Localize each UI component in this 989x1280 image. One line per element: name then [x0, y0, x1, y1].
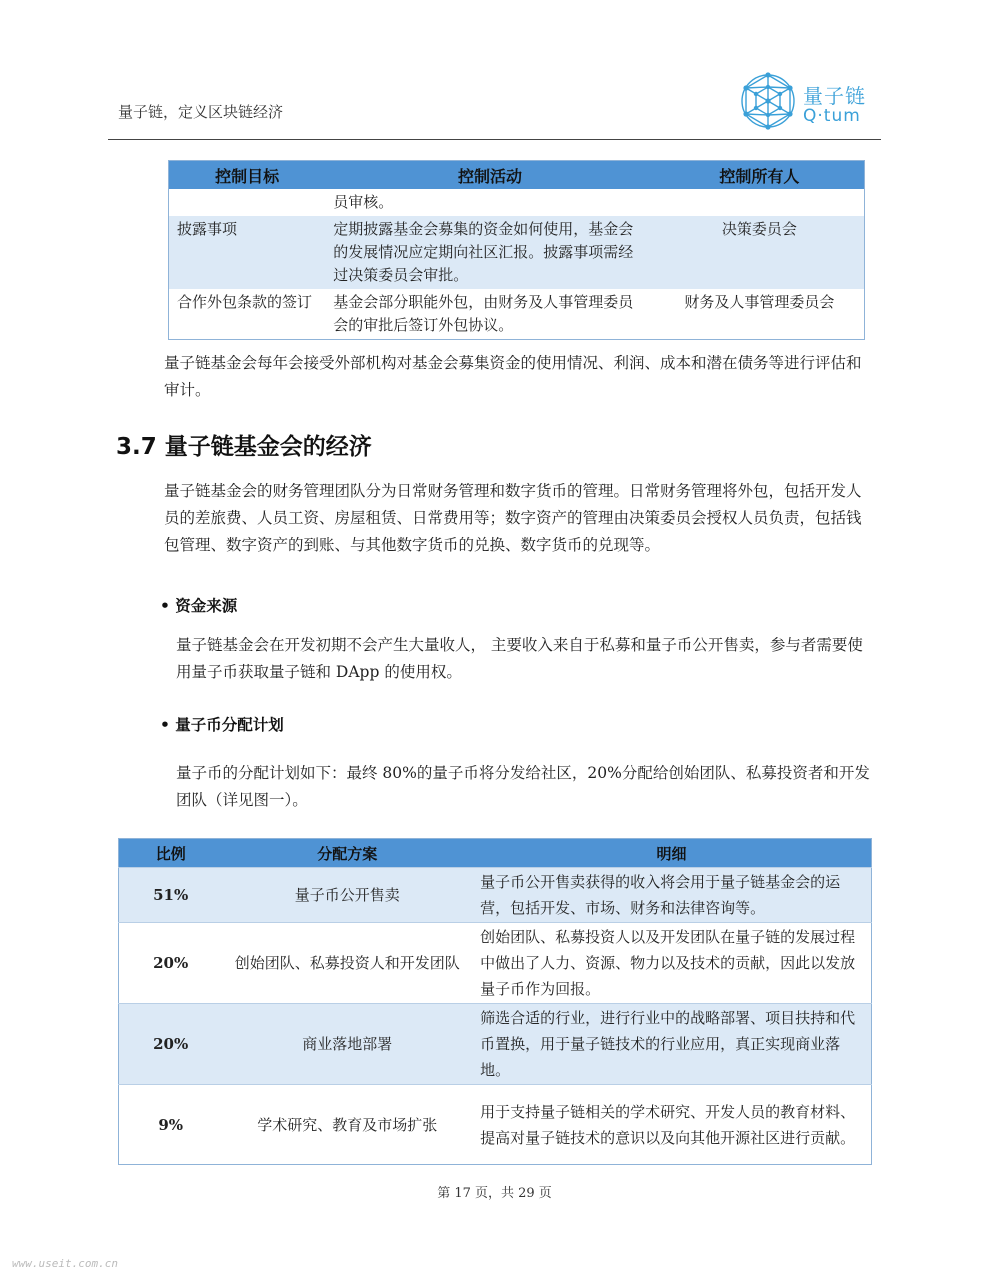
plan-cell: 学术研究、教育及市场扩张 — [222, 1085, 472, 1165]
logo-text-en: Q·tum — [803, 106, 861, 126]
detail-cell: 用于支持量子链相关的学术研究、开发人员的教育材料、提高对量子链技术的意识以及向其他开源社区进行贡献。 — [472, 1085, 871, 1165]
column-header: 明细 — [472, 839, 871, 868]
detail-cell: 创始团队、私募投资人以及开发团队在量子链的发展过程中做出了人力、资源、物力以及技术的贡献，因此以发放量子币作为回报。 — [472, 923, 871, 1004]
table-row — [119, 1085, 872, 1165]
detail-cell: 筛选合适的行业，进行行业中的战略部署、项目扶持和代币置换，用于量子链技术的行业应用，真正实现商业落地。 — [472, 1004, 871, 1085]
percent-cell: 20% — [119, 923, 223, 1004]
table-cell — [655, 189, 865, 216]
percent-cell: 20% — [119, 1004, 223, 1085]
table-row — [119, 868, 872, 923]
table-cell: 基金会部分职能外包，由财务及人事管理委员会的审批后签订外包协议。 — [333, 293, 634, 334]
qtum-logo — [737, 70, 872, 132]
distribution-text: 量子币的分配计划如下：最终 80%的量子币将分发给社区，20%分配给创始团队、私募投资者和开发团队（详见图一）。 — [176, 764, 870, 809]
section-heading: 3.7 量子链基金会的经济 — [116, 434, 372, 460]
header-title: 量子链，定义区块链经济 — [118, 103, 284, 121]
distribution-table — [118, 838, 872, 1165]
table-cell: 定期披露基金会募集的资金如何使用，基金会的发展情况应定期向社区汇报。披露事项需经过决策委员会审批。 — [325, 216, 655, 289]
section-intro: 量子链基金会的财务管理团队分为日常财务管理和数字货币的管理。日常财务管理将外包，包括开发人员的差旅费、人员工资、房屋租赁、日常费用等；数字资产的管理由决策委员会授权人员负责，包括钱包管理、数字资产的到账、与其他数字货币的兑换、数字货币的兑现等。 — [164, 482, 862, 554]
column-header: 控制活动 — [325, 161, 655, 190]
table-row — [169, 289, 865, 340]
table-cell: 披露事项 — [169, 216, 326, 289]
page-footer: 第 17 页，共 29 页 — [437, 1186, 552, 1201]
plan-cell: 商业落地部署 — [222, 1004, 472, 1085]
plan-cell: 创始团队、私募投资人和开发团队 — [222, 923, 472, 1004]
watermark: www.useit.com.cn — [12, 1257, 118, 1270]
table-row — [169, 189, 865, 216]
percent-cell: 9% — [119, 1085, 223, 1165]
table-cell — [169, 189, 326, 216]
control-table-header — [169, 161, 865, 190]
table-cell: 员审核。 — [333, 193, 394, 211]
funding-text: 量子链基金会在开发初期不会产生大量收人， 主要收入来自于私募和量子币公开售卖，参与者需要使用量子币获取量子链和 DApp 的使用权。 — [176, 636, 863, 681]
column-header: 控制目标 — [169, 161, 326, 190]
plan-cell: 量子币公开售卖 — [222, 868, 472, 923]
percent-cell: 51% — [119, 868, 223, 923]
table-row — [169, 216, 865, 289]
distribution-heading: • 量子币分配计划 — [160, 716, 284, 734]
table-row — [119, 1004, 872, 1085]
detail-cell: 量子币公开售卖获得的收入将会用于量子链基金会的运营，包括开发、市场、财务和法律咨询等。 — [472, 868, 871, 923]
table-cell: 决策委员会 — [655, 216, 865, 289]
logo-text-cn: 量子链 — [803, 84, 866, 108]
network-globe-icon — [737, 70, 799, 132]
funding-heading: • 资金来源 — [160, 597, 238, 615]
control-table — [168, 160, 865, 340]
column-header: 分配方案 — [222, 839, 472, 868]
column-header: 控制所有人 — [655, 161, 865, 190]
table-row — [119, 923, 872, 1004]
column-header: 比例 — [119, 839, 223, 868]
table-cell: 合作外包条款的签订 — [177, 293, 313, 311]
header-divider — [108, 139, 881, 140]
audit-paragraph: 量子链基金会每年会接受外部机构对基金会募集资金的使用情况、利润、成本和潜在债务等进行评估和审计。 — [164, 354, 862, 399]
distribution-table-header — [119, 839, 872, 868]
table-cell: 财务及人事管理委员会 — [684, 293, 835, 311]
